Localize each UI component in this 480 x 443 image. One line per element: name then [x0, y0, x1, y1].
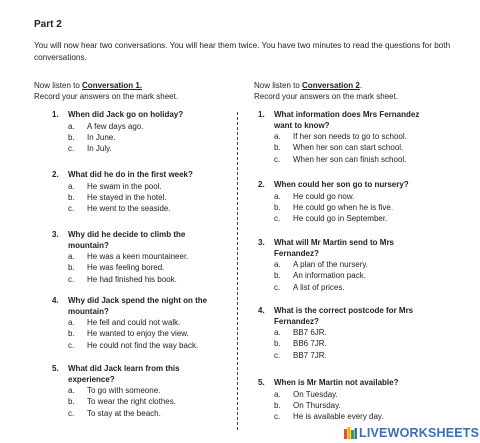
option-text: In June.	[87, 132, 116, 142]
option-text: He could go now.	[293, 191, 355, 201]
conversation-2-header	[254, 80, 464, 102]
logo-text: LIVEWORKSHEETS	[359, 426, 480, 440]
option-letter: b.	[274, 339, 281, 349]
option-letter: a.	[68, 121, 75, 131]
option-text: If her son needs to go to school.	[293, 132, 407, 142]
option-text: A plan of the nursery.	[293, 260, 369, 270]
conversation-1-link: Conversation 1.	[82, 81, 143, 90]
page-title: Part 2	[34, 19, 62, 30]
option-letter: c.	[274, 350, 281, 360]
conversation-1-header	[34, 80, 244, 102]
question-number: 3.	[258, 238, 265, 247]
question-text: Why did he decide to climb the mountain?	[68, 230, 186, 250]
option-text: BB7 6JR.	[293, 328, 327, 338]
option-letter: c.	[68, 274, 75, 284]
option-letter: c.	[274, 154, 281, 164]
option-text: When her son can start school.	[293, 143, 404, 153]
option-text: In July.	[87, 144, 112, 153]
question-text: What will Mr Martin send to Mrs Fernandez?	[274, 238, 395, 258]
option-letter: b.	[68, 132, 75, 142]
option-text: He could go when he is five.	[293, 202, 394, 212]
option-text: To wear the right clothes.	[87, 397, 176, 407]
instructions-paragraph: You will now hear two conversations. You will hear them twice. You have two minutes to read the questions for both conversations.	[34, 41, 451, 62]
option-text: He had finished his book.	[87, 274, 177, 284]
question-number: 4.	[52, 296, 59, 305]
question-text: When could her son go to nursery?	[274, 180, 409, 189]
question-text: When is Mr Martin not available?	[274, 378, 399, 387]
option-text: A list of prices.	[293, 282, 345, 292]
option-letter: a.	[68, 386, 75, 396]
option-text: He fell and could not walk.	[87, 318, 181, 328]
option-letter: c.	[68, 144, 75, 153]
option-letter: b.	[274, 143, 281, 153]
record-instruction: Record your answers on the mark sheet.	[34, 92, 179, 101]
option-text: He went to the seaside.	[87, 204, 171, 213]
question-text: Why did Jack spend the night on the mountain?	[68, 296, 208, 316]
option-text: On Thursday.	[293, 400, 341, 410]
option-text: He was feeling bored.	[87, 263, 165, 273]
option-text: He could go in September.	[293, 214, 388, 223]
option-text: When her son can finish school.	[293, 154, 407, 164]
option-letter: b.	[68, 263, 75, 273]
option-letter: a.	[68, 252, 75, 262]
option-text: To go with someone.	[87, 386, 161, 396]
conversation-2-link: Conversation 2	[302, 81, 360, 90]
question-text: What did Jack learn from this experience?	[68, 364, 180, 384]
question-text: What information does Mrs Fernandez want to know?	[274, 110, 420, 130]
option-letter: c.	[274, 282, 281, 292]
question-text: What is the correct postcode for Mrs Fernandez?	[274, 306, 414, 326]
option-text: He is available every day.	[293, 412, 384, 421]
option-text: He stayed in the hotel.	[87, 192, 167, 202]
option-letter: b.	[274, 400, 281, 410]
question-number: 3.	[52, 230, 59, 239]
liveworksheets-logo	[344, 426, 479, 440]
option-letter: c.	[68, 204, 75, 213]
option-letter: b.	[274, 202, 281, 212]
option-letter: c.	[68, 408, 75, 418]
question-text: When did Jack go on holiday?	[68, 110, 184, 119]
option-text: A few days ago.	[87, 121, 144, 131]
option-text: BB6 7JR.	[293, 339, 327, 349]
option-text: An information pack.	[293, 271, 366, 281]
option-letter: a.	[274, 328, 281, 338]
option-text: He wanted to enjoy the view.	[87, 329, 189, 339]
question-text: What did he do in the first week?	[68, 170, 193, 179]
option-text: On Tuesday.	[293, 389, 338, 399]
listen-prefix: Now listen to	[34, 81, 83, 90]
listen-suffix: .	[359, 81, 363, 90]
option-letter: a.	[274, 191, 281, 201]
option-letter: a.	[274, 260, 281, 270]
option-letter: a.	[274, 389, 281, 399]
question-number: 5.	[258, 378, 265, 387]
option-letter: c.	[274, 214, 281, 223]
option-letter: b.	[68, 192, 75, 202]
option-text: He could not find the way back.	[87, 340, 199, 350]
record-instruction: Record your answers on the mark sheet.	[254, 92, 399, 101]
option-letter: a.	[68, 318, 75, 328]
question-number: 2.	[258, 180, 265, 189]
listen-prefix: Now listen to	[254, 81, 303, 90]
option-text: BB7 7JR.	[293, 350, 327, 360]
option-letter: b.	[68, 397, 75, 407]
option-text: He was a keen mountaineer.	[87, 252, 189, 262]
option-text: To stay at the beach.	[87, 408, 161, 418]
question-number: 1.	[52, 110, 59, 119]
option-letter: b.	[274, 271, 281, 281]
question-number: 2.	[52, 170, 59, 179]
column-divider	[237, 112, 238, 430]
option-letter: a.	[274, 132, 281, 142]
question-number: 1.	[258, 110, 265, 119]
option-letter: b.	[68, 329, 75, 339]
question-number: 5.	[52, 364, 59, 373]
liveworksheets-logo-icon	[344, 427, 357, 439]
question-number: 4.	[258, 306, 265, 315]
option-letter: a.	[68, 181, 75, 191]
option-letter: c.	[274, 412, 281, 421]
option-letter: c.	[68, 340, 75, 350]
option-text: He swam in the pool.	[87, 181, 162, 191]
